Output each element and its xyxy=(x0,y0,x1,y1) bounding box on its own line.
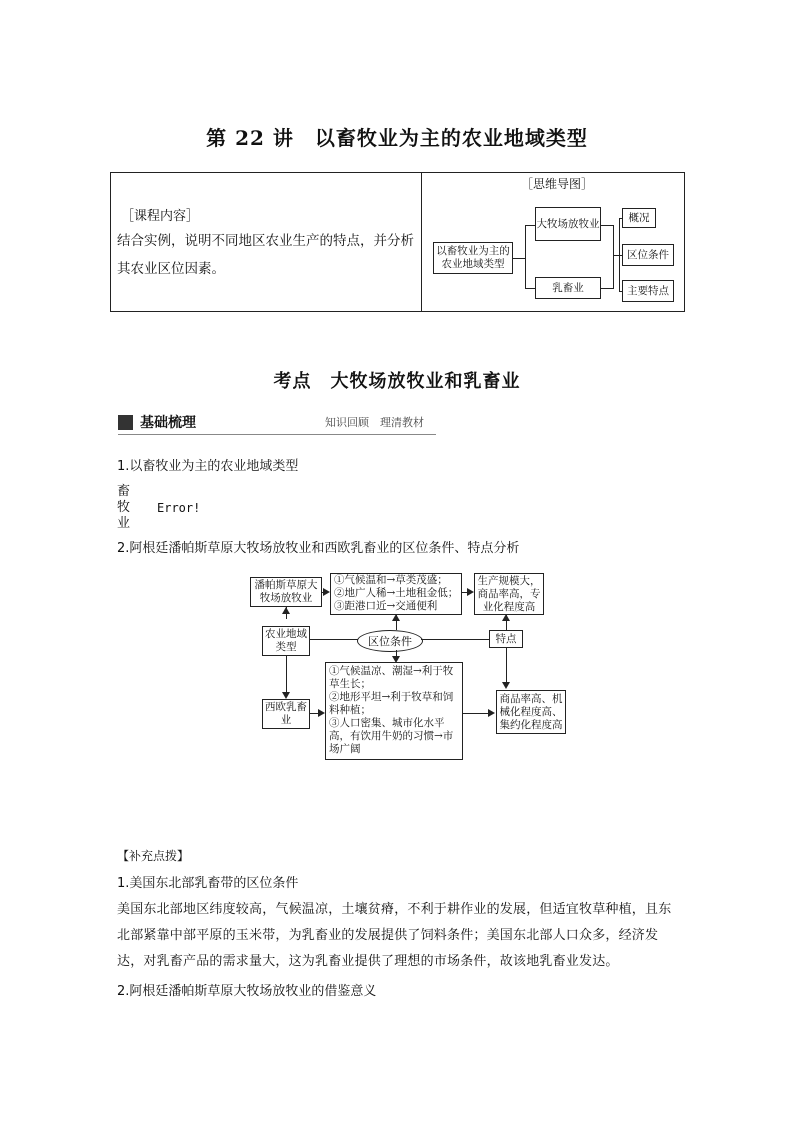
mindmap-branch-ranching: 大牧场放牧业 xyxy=(535,207,601,241)
diagram-pampas-conditions xyxy=(330,573,462,615)
diagram-western-europe: 西欧乳畜业 xyxy=(262,699,310,729)
connector xyxy=(525,288,535,289)
diagram-agri-type: 农业地域类型 xyxy=(262,626,310,656)
diagram-we-features: 商品率高、机械化程度高、集约化程度高 xyxy=(496,690,566,734)
page-title: 第 22 讲 以畜牧业为主的农业地域类型 xyxy=(206,126,588,150)
diagram-features: 特点 xyxy=(489,630,523,648)
connector xyxy=(525,225,535,226)
vertical-char: 业 xyxy=(117,516,131,531)
connector xyxy=(525,225,526,289)
supplement-item-1-text: 美国东北部地区纬度较高，气候温凉，土壤贫瘠，不利于耕作业的发展，但适宜牧草种植，且东北部紧靠中部平原的玉米带，为乳畜业的发展提供了饲料条件；美国东北部人口众多，经济发达，对乳畜产品的需求量大，这为乳畜业提供了理想的市场条件，故该地乳畜业发达。 xyxy=(117,902,672,969)
connector xyxy=(310,639,358,640)
diagram-pampas: 潘帕斯草原大牧场放牧业 xyxy=(250,577,322,607)
mindmap-branch-dairy: 乳畜业 xyxy=(535,277,601,299)
condition-line: ③距港口近→交通便利 xyxy=(334,600,438,612)
arrow-down-icon xyxy=(282,692,290,699)
connector xyxy=(601,225,613,226)
section-title: 考点 大牧场放牧业和乳畜业 xyxy=(273,371,521,392)
overview-table xyxy=(110,172,685,312)
basics-subtitle: 知识回顾 理清教材 xyxy=(325,416,424,429)
supplement-item-2-title: 2.阿根廷潘帕斯草原大牧场放牧业的借鉴意义 xyxy=(117,984,377,999)
diagram-we-conditions xyxy=(325,662,463,760)
mindmap-leaf-features: 主要特点 xyxy=(622,280,674,302)
arrow-line xyxy=(286,656,287,694)
divider xyxy=(118,434,436,435)
basics-label: 基础梳理 xyxy=(140,415,196,431)
arrow-line xyxy=(463,713,489,714)
arrow-right-icon xyxy=(467,588,474,596)
mindmap-leaf-overview: 概况 xyxy=(622,208,656,228)
arrow-up-icon xyxy=(282,607,290,614)
mindmap-root: 以畜牧业为主的农业地域类型 xyxy=(433,242,513,274)
diagram-pampas-features: 生产规模大，商品率高，专业化程度高 xyxy=(474,573,544,615)
item-2-heading: 2.阿根廷潘帕斯草原大牧场放牧业和西欧乳畜业的区位条件、特点分析 xyxy=(117,541,520,556)
table-divider xyxy=(421,173,422,311)
arrow-up-icon xyxy=(502,614,510,621)
course-content-text: 结合实例，说明不同地区农业生产的特点，并分析其农业区位因素。 xyxy=(117,233,414,277)
mindmap-title: ［思维导图］ xyxy=(521,177,594,191)
connector xyxy=(601,288,613,289)
diagram-location-conditions: 区位条件 xyxy=(357,630,423,652)
connector xyxy=(613,225,614,289)
arrow-right-icon xyxy=(323,588,330,596)
condition-line: ②地广人稀→土地租金低； xyxy=(334,587,459,599)
condition-line: ③人口密集、城市化水平高，有饮用牛奶的习惯→市场广阔 xyxy=(329,717,454,755)
arrow-right-icon xyxy=(318,709,325,717)
error-text: Error! xyxy=(157,501,201,515)
connector xyxy=(421,639,489,640)
square-icon xyxy=(118,415,133,430)
supplement-label: 【补充点拨】 xyxy=(117,849,190,863)
supplement-item-1-title: 1.美国东北部乳畜带的区位条件 xyxy=(117,876,299,891)
arrow-line xyxy=(310,713,318,714)
mindmap-leaf-location: 区位条件 xyxy=(622,244,674,266)
basics-header xyxy=(118,412,436,438)
arrow-line xyxy=(506,648,507,683)
arrow-down-icon xyxy=(502,682,510,689)
course-content-label: ［课程内容］ xyxy=(121,209,200,224)
arrow-right-icon xyxy=(488,709,495,717)
vertical-char: 牧 xyxy=(117,500,131,515)
vertical-char: 畜 xyxy=(117,484,131,499)
condition-line: ①气候温凉、潮湿→利于牧草生长； xyxy=(329,665,454,690)
connector xyxy=(513,258,525,259)
arrow-up-icon xyxy=(392,614,400,621)
condition-line: ②地形平坦→利于牧草和饲料种植； xyxy=(329,691,454,716)
item-1-heading: 1.以畜牧业为主的农业地域类型 xyxy=(117,459,299,474)
condition-line: ①气候温和→草类茂盛； xyxy=(334,574,448,586)
